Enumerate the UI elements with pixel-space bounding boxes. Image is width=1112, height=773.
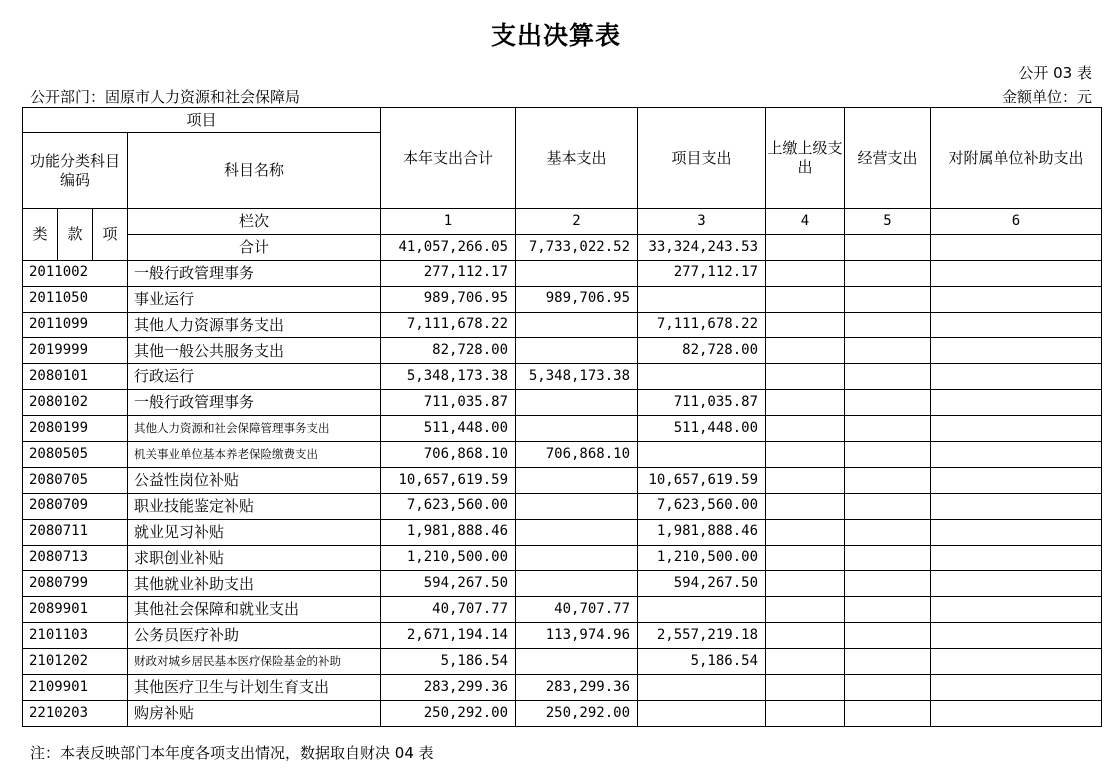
- row-total: 711,035.87: [381, 390, 516, 416]
- row-col4: [766, 364, 845, 390]
- row-col6: [931, 597, 1102, 623]
- row-subject-name: 事业运行: [128, 286, 381, 312]
- row-total: 10,657,619.59: [381, 467, 516, 493]
- row-subject-name: 其他人力资源事务支出: [128, 312, 381, 338]
- row-col4: [766, 390, 845, 416]
- row-col4: [766, 545, 845, 571]
- row-col6: [931, 675, 1102, 701]
- row-col6: [931, 493, 1102, 519]
- row-project: [638, 700, 766, 726]
- row-col4: [766, 467, 845, 493]
- row-col4: [766, 597, 845, 623]
- header-subject-name: 科目名称: [128, 133, 381, 209]
- header-subsidy-to-affiliates: 对附属单位补助支出: [931, 108, 1102, 209]
- amount-unit-label: 金额单位：元: [1001, 88, 1092, 106]
- row-col5: [845, 467, 931, 493]
- table-row: [23, 700, 1102, 726]
- total-col5: [845, 234, 931, 260]
- table-row: [23, 545, 1102, 571]
- row-total: 40,707.77: [381, 597, 516, 623]
- row-col4: [766, 700, 845, 726]
- row-total: 7,623,560.00: [381, 493, 516, 519]
- total-row: [23, 234, 1102, 260]
- row-total: 283,299.36: [381, 675, 516, 701]
- row-col6: [931, 390, 1102, 416]
- row-col5: [845, 649, 931, 675]
- row-basic: [516, 649, 638, 675]
- row-basic: [516, 519, 638, 545]
- row-col6: [931, 312, 1102, 338]
- row-subject-name: 其他就业补助支出: [128, 571, 381, 597]
- row-col5: [845, 286, 931, 312]
- row-total: 7,111,678.22: [381, 312, 516, 338]
- table-row: [23, 597, 1102, 623]
- row-subject-name: 机关事业单位基本养老保险缴费支出: [128, 442, 381, 468]
- table-row: [23, 493, 1102, 519]
- row-col5: [845, 442, 931, 468]
- row-code: 2080199: [23, 416, 128, 442]
- row-subject-name: 其他一般公共服务支出: [128, 338, 381, 364]
- row-project: [638, 364, 766, 390]
- table-row: [23, 467, 1102, 493]
- col-number-1: 1: [381, 209, 516, 235]
- row-total: 2,671,194.14: [381, 623, 516, 649]
- header-row-item: [23, 108, 1102, 133]
- row-code: 2080711: [23, 519, 128, 545]
- row-subject-name: 其他医疗卫生与计划生育支出: [128, 675, 381, 701]
- total-label: 合计: [128, 234, 381, 260]
- row-col5: [845, 364, 931, 390]
- total-col4: [766, 234, 845, 260]
- row-basic: [516, 467, 638, 493]
- row-project: [638, 675, 766, 701]
- row-code: 2080713: [23, 545, 128, 571]
- row-subject-name: 其他人力资源和社会保障管理事务支出: [128, 416, 381, 442]
- row-col4: [766, 416, 845, 442]
- row-total: 277,112.17: [381, 260, 516, 286]
- row-project: 10,657,619.59: [638, 467, 766, 493]
- row-subject-name: 其他社会保障和就业支出: [128, 597, 381, 623]
- row-col5: [845, 623, 931, 649]
- total-sum: 41,057,266.05: [381, 234, 516, 260]
- row-col4: [766, 649, 845, 675]
- department-label: 公开部门：固原市人力资源和社会保障局: [30, 88, 301, 106]
- table-row: [23, 260, 1102, 286]
- row-project: 511,448.00: [638, 416, 766, 442]
- header-lei: 类: [23, 209, 58, 261]
- row-col5: [845, 338, 931, 364]
- row-col4: [766, 493, 845, 519]
- total-basic: 7,733,022.52: [516, 234, 638, 260]
- row-col5: [845, 700, 931, 726]
- header-function-code: 功能分类科目编码: [23, 133, 128, 209]
- table-row: [23, 649, 1102, 675]
- row-code: 2080505: [23, 442, 128, 468]
- table-number: 公开 03 表: [1018, 64, 1092, 82]
- row-code: 2080705: [23, 467, 128, 493]
- row-total: 82,728.00: [381, 338, 516, 364]
- row-code: 2210203: [23, 700, 128, 726]
- row-code: 2089901: [23, 597, 128, 623]
- row-basic: [516, 545, 638, 571]
- row-code: 2080101: [23, 364, 128, 390]
- row-project: 1,210,500.00: [638, 545, 766, 571]
- row-basic: 283,299.36: [516, 675, 638, 701]
- row-col6: [931, 467, 1102, 493]
- header-lanci: 栏次: [128, 209, 381, 235]
- col-number-5: 5: [845, 209, 931, 235]
- row-col5: [845, 571, 931, 597]
- row-project: 2,557,219.18: [638, 623, 766, 649]
- row-subject-name: 公益性岗位补贴: [128, 467, 381, 493]
- row-col4: [766, 260, 845, 286]
- row-subject-name: 行政运行: [128, 364, 381, 390]
- row-col6: [931, 416, 1102, 442]
- row-col5: [845, 260, 931, 286]
- row-basic: [516, 416, 638, 442]
- total-project: 33,324,243.53: [638, 234, 766, 260]
- row-subject-name: 求职创业补贴: [128, 545, 381, 571]
- col-number-3: 3: [638, 209, 766, 235]
- row-project: [638, 442, 766, 468]
- row-project: 277,112.17: [638, 260, 766, 286]
- row-subject-name: 就业见习补贴: [128, 519, 381, 545]
- row-code: 2011099: [23, 312, 128, 338]
- row-col5: [845, 597, 931, 623]
- row-subject-name: 职业技能鉴定补贴: [128, 493, 381, 519]
- table-row: [23, 390, 1102, 416]
- row-col6: [931, 623, 1102, 649]
- row-col5: [845, 675, 931, 701]
- table-row: [23, 571, 1102, 597]
- row-total: 5,348,173.38: [381, 364, 516, 390]
- table-row: [23, 338, 1102, 364]
- header-kuan: 款: [58, 209, 93, 261]
- row-basic: [516, 312, 638, 338]
- table-row: [23, 416, 1102, 442]
- row-basic: 250,292.00: [516, 700, 638, 726]
- row-code: 2011002: [23, 260, 128, 286]
- row-project: 7,111,678.22: [638, 312, 766, 338]
- report-title: 支出决算表: [490, 21, 621, 50]
- table-row: [23, 312, 1102, 338]
- row-project: 82,728.00: [638, 338, 766, 364]
- col-number-4: 4: [766, 209, 845, 235]
- row-basic: 40,707.77: [516, 597, 638, 623]
- header-xiang: 项: [93, 209, 128, 261]
- row-col5: [845, 312, 931, 338]
- header-remit-to-superior: 上缴上级支出: [766, 108, 845, 209]
- footnote: 注：本表反映部门本年度各项支出情况，数据取自财决 04 表: [30, 744, 434, 762]
- row-total: 594,267.50: [381, 571, 516, 597]
- row-subject-name: 购房补贴: [128, 700, 381, 726]
- row-code: 2101202: [23, 649, 128, 675]
- row-total: 511,448.00: [381, 416, 516, 442]
- row-basic: [516, 390, 638, 416]
- row-col5: [845, 416, 931, 442]
- row-code: 2080709: [23, 493, 128, 519]
- row-code: 2080102: [23, 390, 128, 416]
- row-total: 5,186.54: [381, 649, 516, 675]
- row-col6: [931, 286, 1102, 312]
- row-col5: [845, 390, 931, 416]
- row-basic: [516, 338, 638, 364]
- row-project: 594,267.50: [638, 571, 766, 597]
- row-col4: [766, 286, 845, 312]
- row-col4: [766, 442, 845, 468]
- row-basic: 989,706.95: [516, 286, 638, 312]
- row-col6: [931, 364, 1102, 390]
- row-subject-name: 一般行政管理事务: [128, 260, 381, 286]
- row-col5: [845, 545, 931, 571]
- col-number-2: 2: [516, 209, 638, 235]
- header-item: 项目: [23, 108, 381, 133]
- row-code: 2019999: [23, 338, 128, 364]
- table-row: [23, 364, 1102, 390]
- row-code: 2101103: [23, 623, 128, 649]
- row-subject-name: 财政对城乡居民基本医疗保险基金的补助: [128, 649, 381, 675]
- row-basic: 113,974.96: [516, 623, 638, 649]
- row-col6: [931, 442, 1102, 468]
- row-col6: [931, 260, 1102, 286]
- row-col6: [931, 519, 1102, 545]
- row-project: [638, 286, 766, 312]
- row-project: 711,035.87: [638, 390, 766, 416]
- row-basic: 706,868.10: [516, 442, 638, 468]
- row-project: 5,186.54: [638, 649, 766, 675]
- row-col6: [931, 545, 1102, 571]
- table-row: [23, 519, 1102, 545]
- row-col4: [766, 312, 845, 338]
- row-project: 1,981,888.46: [638, 519, 766, 545]
- row-col4: [766, 519, 845, 545]
- row-col6: [931, 649, 1102, 675]
- row-subject-name: 一般行政管理事务: [128, 390, 381, 416]
- column-number-row: [23, 209, 1102, 235]
- row-col5: [845, 519, 931, 545]
- header-basic-expenditure: 基本支出: [516, 108, 638, 209]
- row-basic: [516, 493, 638, 519]
- row-col6: [931, 700, 1102, 726]
- header-total-expenditure: 本年支出合计: [381, 108, 516, 209]
- row-total: 250,292.00: [381, 700, 516, 726]
- header-operating-expenditure: 经营支出: [845, 108, 931, 209]
- row-col6: [931, 571, 1102, 597]
- table-row: [23, 286, 1102, 312]
- row-col4: [766, 571, 845, 597]
- expenditure-table: [22, 107, 1102, 727]
- row-project: 7,623,560.00: [638, 493, 766, 519]
- row-total: 989,706.95: [381, 286, 516, 312]
- row-code: 2109901: [23, 675, 128, 701]
- row-basic: [516, 571, 638, 597]
- row-subject-name: 公务员医疗补助: [128, 623, 381, 649]
- row-project: [638, 597, 766, 623]
- row-col4: [766, 623, 845, 649]
- row-basic: [516, 260, 638, 286]
- row-total: 1,210,500.00: [381, 545, 516, 571]
- table-row: [23, 675, 1102, 701]
- row-total: 706,868.10: [381, 442, 516, 468]
- row-col4: [766, 338, 845, 364]
- header-project-expenditure: 项目支出: [638, 108, 766, 209]
- table-row: [23, 623, 1102, 649]
- row-col5: [845, 493, 931, 519]
- row-code: 2011050: [23, 286, 128, 312]
- row-code: 2080799: [23, 571, 128, 597]
- row-col4: [766, 675, 845, 701]
- total-col6: [931, 234, 1102, 260]
- row-col6: [931, 338, 1102, 364]
- table-row: [23, 442, 1102, 468]
- row-basic: 5,348,173.38: [516, 364, 638, 390]
- col-number-6: 6: [931, 209, 1102, 235]
- row-total: 1,981,888.46: [381, 519, 516, 545]
